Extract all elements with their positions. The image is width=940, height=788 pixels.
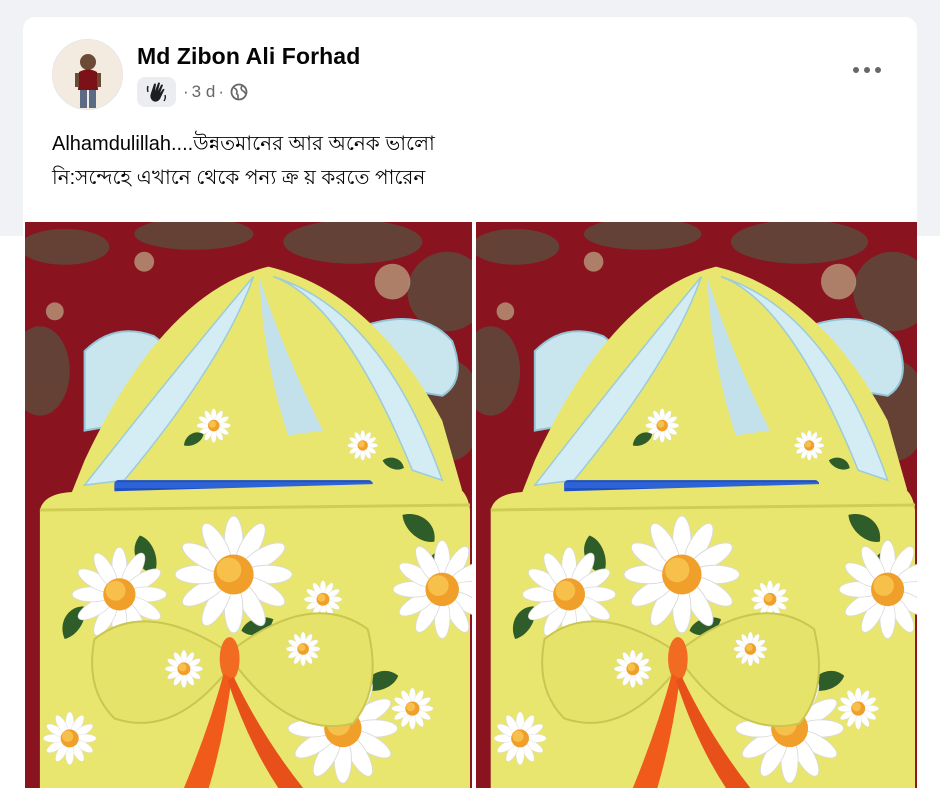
photo-grid — [23, 222, 917, 788]
post-text-line: Alhamdulillah....উন্নতমানের আর অনেক ভালো — [52, 133, 435, 155]
profile-photo — [53, 40, 123, 110]
meta-separator: · — [183, 82, 189, 101]
more-horizontal-icon — [852, 66, 882, 74]
post-time[interactable]: 3 d — [191, 82, 216, 101]
meta-separator: · — [218, 82, 224, 101]
post-header — [23, 17, 917, 117]
post-photo-1[interactable] — [25, 222, 472, 788]
waving-hand-icon[interactable] — [137, 77, 176, 107]
more-options-button[interactable] — [847, 55, 887, 85]
globe-icon[interactable] — [230, 83, 248, 101]
post-card — [23, 17, 917, 788]
post-text — [52, 127, 892, 195]
sleeping-bag-image — [476, 222, 917, 788]
author-name[interactable]: Md Zibon Ali Forhad — [137, 43, 361, 69]
sleeping-bag-image — [25, 222, 472, 788]
post-meta — [137, 77, 248, 107]
post-photo-2[interactable] — [476, 222, 917, 788]
post-text-line: নি:সন্দেহে এখানে থেকে পন্য ক্র য় করতে পারেন — [52, 167, 426, 189]
avatar[interactable] — [52, 39, 123, 110]
